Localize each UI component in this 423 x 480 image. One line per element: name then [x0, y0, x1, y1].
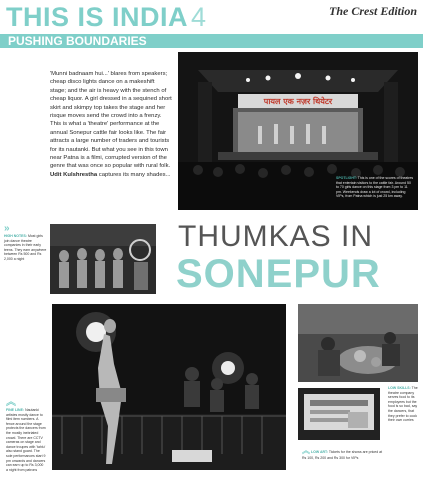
fine-line-photo [52, 304, 286, 470]
low-art-photo [298, 388, 380, 440]
headline-line1: THUMKAS IN [178, 220, 374, 253]
series-number: 4 [191, 2, 207, 32]
dancer-performance-image [52, 304, 286, 470]
newspaper-name: THE TIMES OF INDIA [326, 22, 417, 31]
low-art-text: Tickets for the shows are priced at Rs 100, Rs 200 and Rs 300 for VIPs [302, 450, 383, 460]
dancers-cooking-image [298, 304, 418, 382]
chevron-right-icon: » [4, 223, 10, 234]
spotlight-caption [336, 176, 414, 199]
spotlight-label: SPOTLIGHT: [336, 176, 357, 180]
low-skills-photo [298, 304, 418, 382]
edition-name: The Crest Edition [328, 4, 417, 18]
low-skills-text: The theatre company serves food to its employees but the food is so bad, say the dancers, that they prefer to cook their own curries [388, 386, 418, 423]
low-art-caption [302, 446, 386, 461]
low-skills-label: LOW SKILLS: [388, 386, 411, 390]
ticket-counter-image [298, 388, 380, 440]
series-title [6, 4, 207, 31]
intro-text [50, 70, 172, 179]
low-skills-caption [388, 386, 420, 423]
series-title-text: THIS IS INDIA [6, 2, 189, 32]
low-art-label: LOW ART: [310, 450, 328, 454]
chevron-up-icon-small: ︽ [302, 446, 310, 455]
chevron-up-icon: ︽ [6, 397, 16, 408]
fine-line-label: FINE LINE: [6, 408, 25, 412]
high-notes-text: Most girls join dance theatre companies in their early teens. They earn anywhere between Rs 500 and Rs 2,000 a night [4, 234, 47, 261]
main-photo-theatre [178, 52, 418, 210]
intro-body: 'Munni badnaam hui...' blares from speakers; cheap disco lights dance on a makeshift stage; and the air is heavy with the stench of cheap liquor. A girl dressed in a sequined short skirt and skimpy top takes the stage and her risque moves send the crowd into a frenzy. This is what a 'theatre' performance at the annual Sonepur cattle fair looks like. The fair attracts a large number of traders and tourists for its nautanki. But what you see in this town near Patna is a filmi, corrupted version of the genre that was once so popular with rural folk. [50, 71, 172, 170]
intro-credit-suffix: captures its many shades... [98, 171, 171, 178]
section-tag: PUSHING BOUNDARIES [8, 34, 147, 48]
photographer-credit: Udit Kulshrestha [50, 171, 98, 178]
fine-line-text: Nautanki artistes mostly dance to filmi item numbers. A fence around the stage protects the dancers from the mostly inebriated crowd. There are CCTV cameras on stage and dance troupes with 'tahlu' also stand guard. The sole performances start 9 pm onwards and dancers can earn up to Rs 3,000 a night from patrons [6, 408, 46, 472]
dancers-group-image [50, 224, 156, 294]
high-notes-label: HIGH NOTES: [4, 234, 27, 238]
high-notes-photo [50, 224, 156, 294]
high-notes-caption [4, 224, 48, 262]
edition-masthead [327, 4, 417, 31]
headline-line2: SONEPUR [176, 252, 381, 296]
fine-line-caption [6, 398, 46, 472]
spotlight-text: This is one of the scores of theatres that entertain visitors to the cattle fair. Around 50 to 70 girls dance on this stage from 3 pm to 11 pm. Weekends draw a lot of crowd, including VIPs, from Patna which is just 25 km away. [336, 176, 414, 199]
theatre-sign: पायल एक नज़र थियेटर [263, 97, 333, 106]
